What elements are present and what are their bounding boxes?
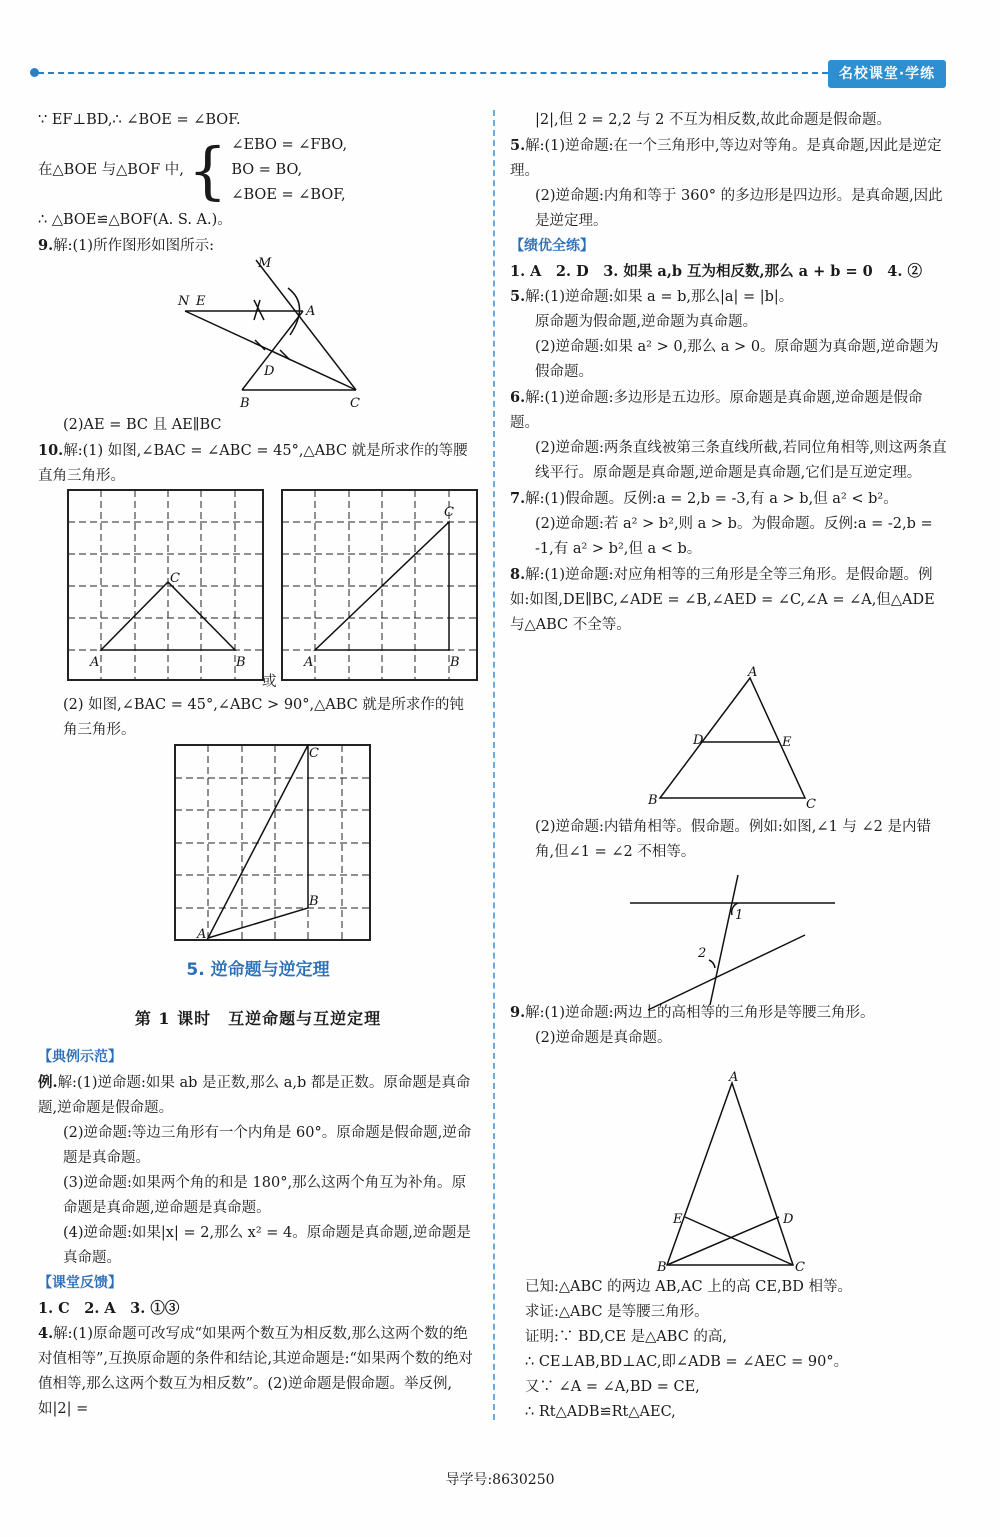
figure-8-triangle (640, 665, 820, 812)
grid-figure-1 (68, 490, 263, 685)
p5-part1b: 原命题为假命题,逆命题为真命题。 (535, 314, 758, 330)
fig9-label-c: C (350, 396, 360, 411)
fig9-label-a: A (306, 304, 316, 319)
fig-iso-label-a: A (729, 1070, 739, 1085)
tag-practice: 【绩优全练】 (510, 238, 594, 254)
header-dashed-line (38, 72, 828, 74)
figure-angles (630, 865, 840, 1015)
proof-line: ∵ EF⊥BD,∴ ∠BOE = ∠BOF. (38, 112, 241, 128)
q10-body: 解:(1) 如图,∠BAC = ∠ABC = 45°,△ABC 就是所求作的等腰直角三角形。 (38, 443, 468, 484)
p7-number: 7. (510, 490, 526, 507)
q10-part2: (2) 如图,∠BAC = 45°,∠ABC > 90°,△ABC 就是所求作的钝角三角形。 (63, 697, 464, 738)
grid3-label-b: B (309, 894, 319, 909)
proof-line: 求证:△ABC 是等腰三角形。 (525, 1304, 709, 1320)
fig8-label-b: B (648, 793, 658, 808)
brace-item: ∠BOE = ∠BOF, (231, 187, 346, 203)
proof-line: 已知:△ABC 的两边 AB,AC 上的高 CE,BD 相等。 (525, 1279, 852, 1295)
grid-figure-3 (175, 745, 370, 940)
fig8-label-d: D (693, 733, 704, 748)
p9-number: 9. (510, 1004, 526, 1021)
grid2-label-a: A (304, 655, 314, 670)
p9-block (510, 1000, 950, 1051)
grid1-label-b: B (236, 655, 246, 670)
p9-part1: 解:(1)逆命题:两边上的高相等的三角形是等腰三角形。 (525, 1005, 875, 1021)
p9-proof (525, 1275, 950, 1425)
q5-text (510, 133, 950, 184)
p6-text (510, 385, 950, 436)
example-part4: (4)逆命题:如果|x| = 2,那么 x² = 4。原命题是真命题,逆命题是真命题。 (63, 1225, 471, 1266)
section-title: 5. 逆命题与逆定理 (186, 960, 330, 980)
p6-part1: 解:(1)逆命题:多边形是五边形。原命题是真命题,逆命题是假命题。 (510, 390, 923, 431)
lesson-title: 第 1 课时 互逆命题与互逆定理 (134, 1009, 382, 1028)
q4-body: 解:(1)原命题可改写成“如果两个数互为相反数,那么这两个数的绝对值相等”,互换原命题的条件和结论,其逆命题是:“如果两个数的绝对值相等,那么这两个数互为相反数”。(2)逆命题是假命题。举反例,如|2| = (38, 1326, 473, 1417)
p8-part2: (2)逆命题:内错角相等。假命题。例如:如图,∠1 与 ∠2 是内错角,但∠1 = ∠2 不相等。 (535, 819, 931, 860)
fig-iso-label-d: D (783, 1212, 794, 1227)
tag-feedback: 【课堂反馈】 (38, 1275, 122, 1291)
grid1-label-c: C (170, 571, 180, 586)
fig9-label-b: B (240, 396, 250, 411)
q10-number: 10. (38, 442, 64, 459)
fig9-label-d: D (264, 364, 275, 379)
tag-example: 【典例示范】 (38, 1049, 122, 1065)
or-text: 或 (262, 674, 277, 690)
p5-text (510, 284, 950, 310)
p7-part2: (2)逆命题:若 a² > b²,则 a > b。为假命题。反例:a = -2,b = -1,有 a² > b²,但 a < b。 (535, 516, 933, 557)
right-column (510, 108, 950, 638)
fig8-label-c: C (806, 797, 816, 812)
fig-iso-ce (685, 1217, 793, 1265)
brace-icon: { (187, 133, 228, 207)
figure-9 (170, 255, 370, 415)
q5-part1: 解:(1)逆命题:在一个三角形中,等边对等角。是真命题,因此是逆定理。 (510, 138, 942, 179)
angle-label-1: 1 (735, 908, 744, 923)
brace-item: ∠EBO = ∠FBO, (231, 137, 348, 153)
example-block (38, 1045, 478, 1422)
fig9-label-m: M (258, 256, 272, 271)
fig-iso-label-b: B (657, 1260, 667, 1275)
proof-conclusion: ∴ △BOE≌△BOF(A. S. A.)。 (38, 212, 232, 228)
q5-number: 5. (510, 137, 526, 154)
example-part2: (2)逆命题:等边三角形有一个内角是 60°。原命题是假命题,逆命题是真命题。 (63, 1125, 472, 1166)
p8-text (510, 562, 950, 638)
q10-text (38, 438, 478, 489)
q9-body: 解:(1)所作图形如图所示: (53, 238, 214, 254)
figure-9-isosceles (655, 1070, 805, 1275)
practice-answers: 1. A 2. D 3. 如果 a,b 互为相反数,那么 a + b = 0 4. ② (510, 263, 922, 280)
feedback-answers: 1. C 2. A 3. ①③ (38, 1300, 180, 1317)
angle-line-bottom (648, 935, 805, 1010)
brace-prefix: 在△BOE 与△BOF 中, (38, 162, 184, 178)
proof-line: ∴ Rt△ADB≌Rt△AEC, (525, 1404, 676, 1420)
proof-line: 证明:∵ BD,CE 是△ABC 的高, (525, 1329, 728, 1345)
column-divider (493, 110, 495, 1420)
footer-code: 导学号:8630250 (445, 1472, 555, 1488)
q4-number: 4. (38, 1325, 54, 1342)
fig9-label-n: N (178, 294, 190, 309)
grid2-label-b: B (450, 655, 460, 670)
q9-10-block (38, 413, 478, 489)
p9-part2: (2)逆命题是真命题。 (535, 1030, 672, 1046)
fig8-label-a: A (748, 665, 758, 680)
q5-part2: (2)逆命题:内角和等于 360° 的多边形是四边形。是真命题,因此是逆定理。 (535, 188, 943, 229)
fig-iso-label-e: E (673, 1212, 683, 1227)
grid3-label-c: C (309, 746, 319, 761)
brace-system (38, 133, 478, 208)
angle-label-2: 2 (698, 946, 707, 961)
q9-part2: (2)AE = BC 且 AE∥BC (63, 417, 222, 433)
p8-part1: 解:(1)逆命题:对应角相等的三角形是全等三角形。是假命题。例如:如图,DE∥BC,∠ADE = ∠B,∠AED = ∠C,∠A = ∠A,但△ADE 与△ABC 不全等。 (510, 567, 935, 633)
angle-transversal (710, 875, 738, 1005)
p5-number: 5. (510, 288, 526, 305)
brand-logo: 名校课堂·学练 (828, 60, 946, 88)
example-part1: 解:(1)逆命题:如果 ab 是正数,那么 a,b 都是正数。原命题是真命题,逆命题是假命题。 (38, 1075, 471, 1116)
q10-part2-block (38, 693, 478, 743)
fig-iso-label-c: C (795, 1260, 805, 1275)
grid2-label-c: C (444, 505, 454, 520)
fig8-label-e: E (782, 735, 792, 750)
grid1-label-a: A (90, 655, 100, 670)
p6-number: 6. (510, 389, 526, 406)
angle-2-arc (709, 960, 715, 968)
p6-part2: (2)逆命题:两条直线被第三条直线所截,若同位角相等,则这两条直线平行。原命题是真命题,逆命题是真命题,它们是互逆定理。 (535, 440, 947, 481)
fig9-tick-1 (254, 300, 264, 320)
proof-line: ∴ CE⊥AB,BD⊥AC,即∠ADB = ∠AEC = 90°。 (525, 1354, 849, 1370)
p8-part2-block (510, 815, 950, 865)
p5-part1: 解:(1)逆命题:如果 a = b,那么|a| = |b|。 (525, 289, 794, 305)
q9-number: 9. (38, 237, 54, 254)
fig9-label-e: E (196, 294, 206, 309)
example-part3: (3)逆命题:如果两个角的和是 180°,那么这两个角互为补角。原命题是真命题,逆命题是真命题。 (63, 1175, 467, 1216)
p7-text (510, 486, 950, 512)
triangle-abc-obtuse (208, 745, 308, 938)
p5-part2: (2)逆命题:如果 a² > 0,那么 a > 0。原命题为真命题,逆命题为假命题。 (535, 339, 939, 380)
p9-text (510, 1000, 950, 1026)
q4-continuation: |2|,但 2 = 2,2 与 2 不互为相反数,故此命题是假命题。 (535, 112, 892, 128)
p8-number: 8. (510, 566, 526, 583)
example-label: 例. (38, 1074, 58, 1091)
grid3-label-a: A (197, 927, 207, 942)
fig-iso-bd (667, 1217, 779, 1265)
p7-part1: 解:(1)假命题。反例:a = 2,b = -3,有 a > b,但 a² < b²。 (525, 491, 898, 507)
example-line (38, 1070, 478, 1121)
left-column (38, 108, 478, 259)
grid-lines (175, 745, 370, 940)
q4-text (38, 1321, 478, 1422)
proof-line: 又∵ ∠A = ∠A,BD = CE, (525, 1379, 700, 1395)
grid-figure-2 (282, 490, 477, 685)
brace-item: BO = BO, (231, 162, 303, 178)
